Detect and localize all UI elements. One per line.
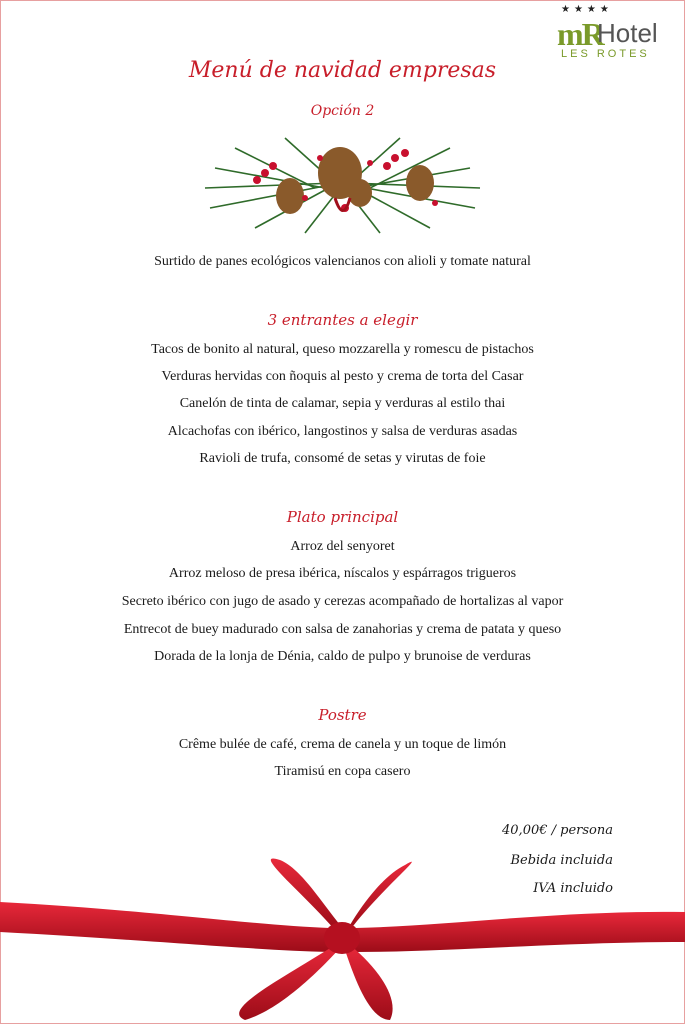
menu-option: Opción 2: [310, 103, 375, 119]
main-item: Arroz meloso de presa ibérica, níscalos y espárragos trigueros: [168, 566, 517, 581]
red-ribbon-bow-image: [0, 840, 685, 1024]
hotel-logo: [557, 4, 677, 60]
dessert-item: Crême bulée de café, crema de canela y un toque de limón: [178, 737, 507, 752]
bread-line: Surtido de panes ecológicos valencianos con alioli y tomate natural: [154, 254, 531, 269]
main-item: Entrecot de buey madurado con salsa de zanahorias y crema de patata y queso: [123, 622, 562, 637]
mains-heading: Plato principal: [286, 508, 399, 526]
main-item: Secreto ibérico con jugo de asado y cerezas acompañado de hortalizas al vapor: [121, 594, 564, 609]
logo-subtitle: LES ROTES: [561, 48, 650, 60]
christmas-garland-image: [195, 128, 490, 240]
main-item: Dorada de la lonja de Dénia, caldo de pulpo y brunoise de verduras: [154, 649, 531, 664]
main-item: Arroz del senyoret: [290, 539, 395, 554]
starter-item: Verduras hervidas con ñoquis al pesto y crema de torta del Casar: [161, 369, 524, 384]
logo-hotel: Hotel: [597, 18, 658, 48]
drinks-included: Bebida incluida: [510, 853, 613, 868]
starter-item: Alcachofas con ibérico, langostinos y salsa de verduras asadas: [167, 424, 518, 439]
starter-item: Canelón de tinta de calamar, sepia y verduras al estilo thai: [179, 396, 506, 411]
dessert-item: Tiramisú en copa casero: [274, 764, 411, 779]
logo-mr: mR: [557, 16, 603, 52]
price-per-person: 40,00€ / persona: [502, 823, 613, 838]
menu-title: Menú de navidad empresas: [188, 58, 497, 83]
tax-included: IVA incluido: [533, 881, 613, 896]
starter-item: Ravioli de trufa, consomé de setas y virutas de foie: [199, 451, 486, 466]
starter-item: Tacos de bonito al natural, queso mozzarella y romescu de pistachos: [151, 342, 534, 357]
dessert-heading: Postre: [318, 706, 367, 724]
logo-stars: ★★★★: [561, 4, 613, 15]
starters-heading: 3 entrantes a elegir: [267, 311, 418, 329]
